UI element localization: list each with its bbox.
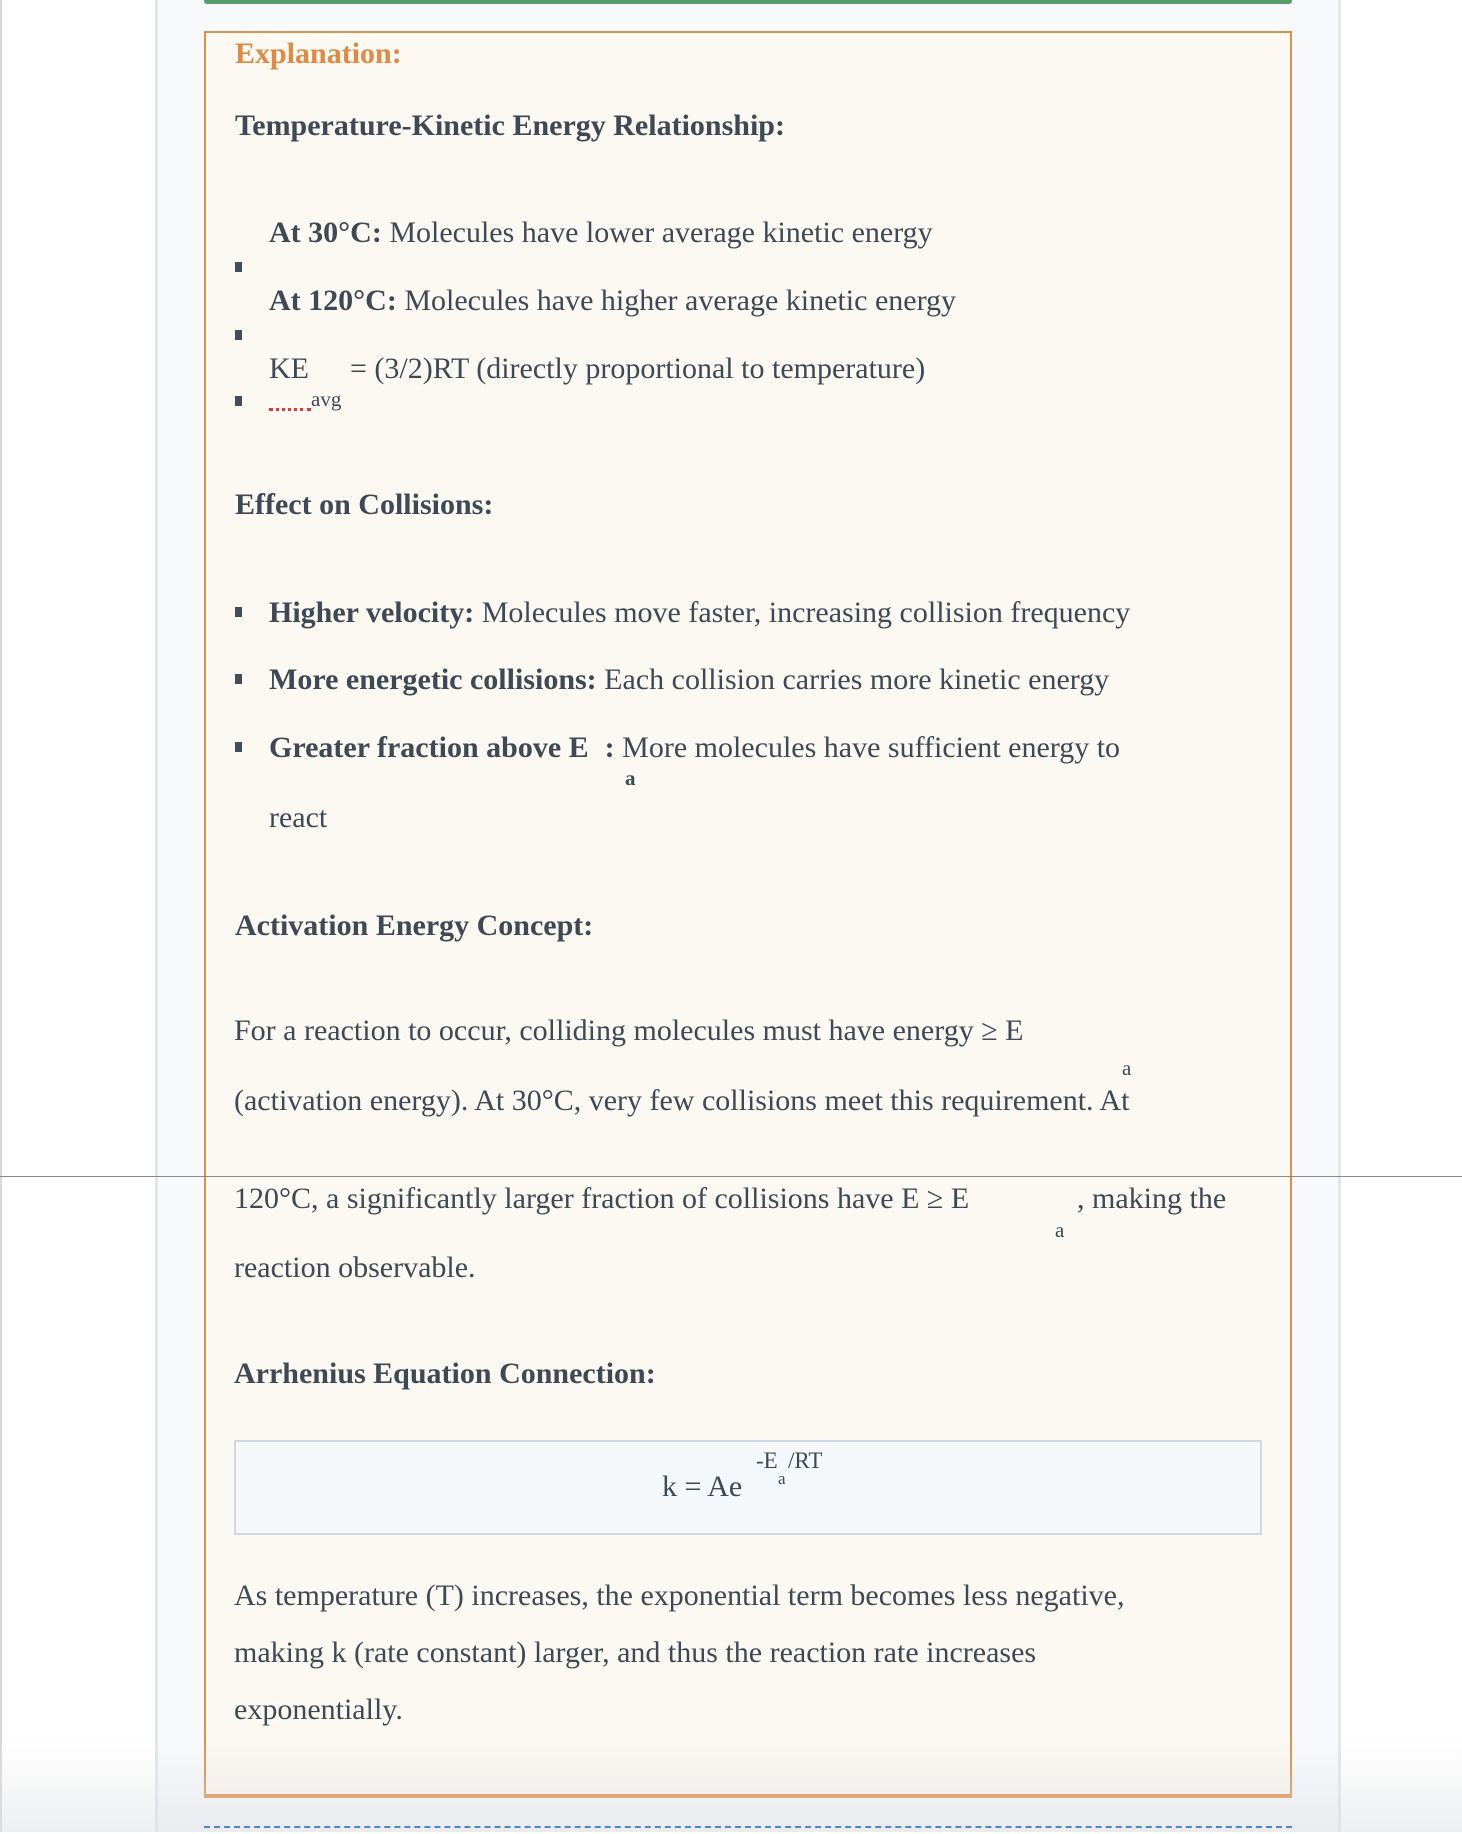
formula-exponent-e: -E [756,1448,778,1473]
item-text: Molecules have lower average kinetic energy [381,216,933,249]
formula-exponent-subscript: a [778,1469,786,1488]
section-heading-activation: Activation Energy Concept: [235,909,594,942]
subscript-a: a [625,766,636,790]
item-text: Each collision carries more kinetic energy [596,663,1110,696]
item-label-colon: : [604,731,615,764]
item-label: At 30°C: [269,216,382,249]
paragraph-line: 120°C, a significantly larger fraction of collisions have E ≥ E [234,1182,970,1215]
item-label: At 120°C: [269,284,397,317]
bullet-icon [235,396,242,406]
item-label: Greater fraction above E [269,731,589,764]
subscript-a: a [1055,1218,1065,1242]
formula-base: k = Ae [662,1470,743,1503]
ke-subscript [269,388,341,410]
subscript-a: a [1122,1056,1132,1080]
item-label: More energetic collisions: [269,663,597,696]
formula-box [234,1440,1262,1535]
paragraph-line: reaction observable. [234,1251,476,1284]
page-break-line [0,1176,1462,1177]
bullet-icon [235,674,242,684]
section-heading-collisions: Effect on Collisions: [235,488,494,521]
answer-box-bottom-border [204,0,1292,4]
paragraph-line: (activation energy). At 30°C, very few collisions meet this requirement. At [234,1084,1130,1117]
paragraph-line: As temperature (T) increases, the exponential term becomes less negative, [234,1579,1125,1612]
item-text: Molecules move faster, increasing collision frequency [474,596,1131,629]
bullet-icon [235,330,242,340]
explanation-label: Explanation: [235,37,402,70]
spellcheck-underline [269,408,311,411]
item-text-continued: react [269,801,328,834]
paragraph-line: , making the [1077,1182,1227,1215]
formula-exponent-rt: /RT [788,1448,823,1473]
paragraph-line: making k (rate constant) larger, and thus the reaction rate increases [234,1636,1037,1669]
item-text: = (3/2)RT (directly proportional to temperature) [350,352,926,385]
item-text: More molecules have sufficient energy to [614,731,1121,764]
next-section-dashed-box [204,1826,1292,1834]
bullet-icon [235,742,242,752]
subscript-text: avg [311,387,342,411]
window-edge [0,0,2,1832]
paragraph-line: exponentially. [234,1693,403,1726]
bullet-icon [235,607,242,617]
bullet-icon [235,262,242,272]
ke-label: KE [269,352,309,385]
paragraph-line: For a reaction to occur, colliding molecules must have energy ≥ E [234,1014,1024,1047]
section-heading-temperature-ke: Temperature-Kinetic Energy Relationship: [235,109,785,142]
item-text: Molecules have higher average kinetic energy [396,284,957,317]
item-label: Higher velocity: [269,596,475,629]
section-heading-arrhenius: Arrhenius Equation Connection: [234,1357,656,1390]
